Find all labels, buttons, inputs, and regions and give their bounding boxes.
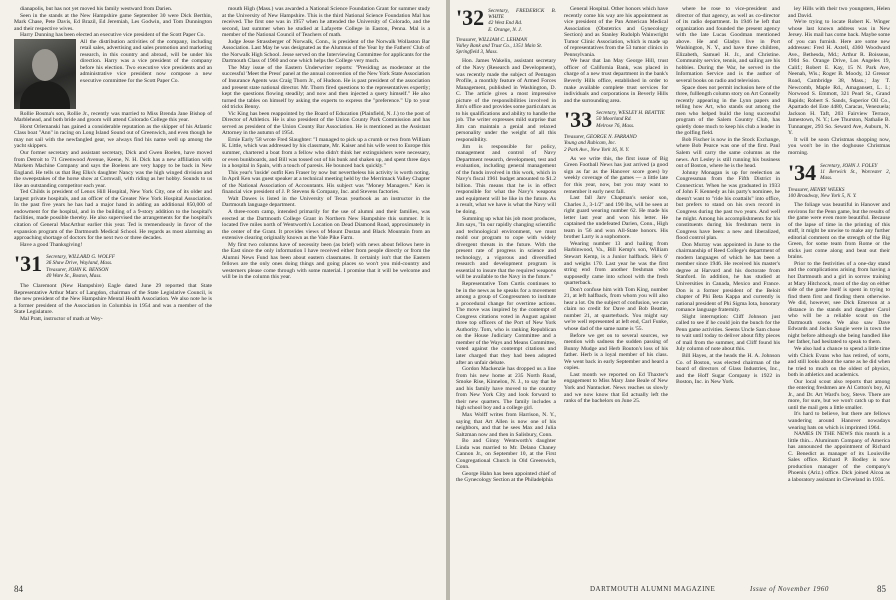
paragraph: Jim is responsible for policy, management and control of Navy Department research, development, test and evaluation, including general management of the funds involved in this work, which in Navy's fiscal 1961 budget amounted to $1.2 billion. This means that he is in effect responsible for what the Navy's weapons and equipment will be like in the future. As a result, what we have is what the Navy will be doing. <box>456 143 556 215</box>
paragraph: Summing up what his job most produces, Jim says, "In our rapidly changing scientific and technological environment, we must mold our program to cope with widely divergent threats in the future. With the present rate of progress in science and technology, a vigorous and diversified research and development program is essential to insure that the required weapons will be available to the Navy in the future." <box>456 215 556 281</box>
class-year: '33 <box>564 107 593 133</box>
class-address: Melrose 76, Mass. <box>596 122 635 129</box>
paragraph: Bo and Ginny Wentworth's daughter Linda was married to Mr. Delano Chaney Cannon Jr., on September 10, at the First Congregational Church in Old Greenwich, Conn. <box>456 438 556 471</box>
class-year: '34 <box>788 159 817 185</box>
class-address: 50 Moorland Rd. <box>596 116 632 123</box>
page-number: 85 <box>877 584 886 594</box>
paragraph: Walt Dawes is listed in the University of Texas yearbook as an instructor in the Dartmouth language department. <box>222 195 430 209</box>
paragraph: mouth High (Mass.) was awarded a National Science Foundation Grant for summer study at the University of New Hampshire. This is the third National Science Foundation Mal has received. The first one was in 1957 when he attended the University of Colorado, and the second, last summer when he studied at Lafayette College in Easton, Penna. Mal is a member of the National Council of Teachers of math. <box>222 6 430 39</box>
left-page-column-2 <box>222 6 430 281</box>
right-page-column-2 <box>564 6 668 405</box>
paragraph: General Hospital. Other honors which have recently come his way are his appointment as vice president of the Pan American Medical Association (Obstetrics and Gynecology Section) and as Stanley Rudolph Wainwright Tumor Clinic Association, which is made up of representatives from the 53 tumor clinics in Pennsylvania. <box>564 6 668 58</box>
paragraph: We're trying to locate Robert K. Winger whose last known address was in New Jersey. His mail has come back. Maybe some of you can furnish. Here are some new addresses: Fred H. Axtell, 4360 Woodward Ave., Bethesda, Md.; Arthur R. Boisseau, 1904 So. Orange Drive, Los Angeles 19, Calif.; Robert E. Kay, 15 N. Park Ave, Neenah, Wis.; Roger B. Moody, 12 Gressor Road, Cambridge 38, Mass.; Jay T. Newcomb, Maple Rd., Amagansett, L. I.; Norwood S. Emmott, 321 Pearl St., Grand Rapids; Robert S. Sands, Superior Oil Co., Apartado del Este 4480, Caracas, Venezuela; Jackson H. Taft, 203 Fairview Terrace, Jamestown, N. Y.; Lee Thurston, Nathalie B. Tunnanger, 293 So. Seward Ave, Auburn, N. Y. <box>788 19 890 137</box>
paragraph: Our former secretary and assistant secretary, Dick and Gwen Boelen, have moved from Detroit to 71 Greenwood Avenue, Keene, N. H. Dick has a new affiliation with Markem Machine Company and says the Boelens are very happy to be back in New England. He tells us that Reg Elks's daughter Nancy was the high winged division and the sweepstakes of the horse show at Cornwall, with riding as her hobby. Sounds to us like an outstanding competitor each year. <box>14 150 212 189</box>
portrait-photo <box>14 39 76 109</box>
class-year: '31 <box>14 251 43 277</box>
class-address: 36 Shaw Drive, Wayland, Mass. <box>46 260 113 267</box>
class-heading-31 <box>14 251 212 279</box>
paragraph: Last month we reported on Ed Thaxter's engagement to Miss Mary Jane Beale of New York and Nantucket. News reaches us slowly and we now know that Ed actually left the ranks of the bachelors on June 25. <box>564 371 668 405</box>
class-address: 100 Broadway, New York 5, N. Y. <box>788 192 857 199</box>
paragraph: All the distribution activities of the company, including retail sales, advertising and sales promotion and marketing research, in this country and abroad, will be under his direction. Harry was a vice president of the company before his election. Two executive vice presidents and an administrative vice president now compose a new executive committee for the Scott Paper Co. <box>80 38 212 85</box>
paragraph: Vic King has been reappointed by the Board of Education (Plainfield, N. J.) to the post of Director of Athletics. He is also president of the Union County Park Commission and has served as president of the Union County Bar Association. He is mentioned as the Assistant Attorney in the autumn of 1954. <box>222 110 430 137</box>
class-address: 42 West End Rd. <box>488 20 523 27</box>
paragraph: Space does not permit inclusion here of the three, fulllength column story on Art Connelly recently appearing in the Lynn papers and telling how Art, who stands out among the men who helped build the long successful program of the Salem Country Club, has quietly done much to keep his club a leader in the golfing field. <box>676 84 780 137</box>
page-number: 84 <box>14 584 23 594</box>
class-address: 2 Park Ave., New York 16, N. Y. <box>564 146 630 153</box>
class-treasurer: Treasurer, GEORGE N. FARRAND <box>564 134 637 141</box>
paragraph: Last fall Jarv Chapman's senior son, Charles J., 3-1/2" and 190 lbs, will be seen at right guard wearing number 62. He made his letter last year and won his letter. He captained the undefeated Darien, Conn., High team in '56 and won All-State honors. His brother Larry is a sophomore. <box>564 195 668 241</box>
paragraph: Mal Pratt, instructor of math at Wey- <box>20 315 103 322</box>
class-heading-33 <box>564 107 668 133</box>
paragraph: Horst Orlemanski has gained a considerable reputation as the skipper of his Atlantic Class boat "Ann" in racing on Long Island Sound out of Greenwich, and even though he may not sail with the newfangled gear, we always find his name well up among the yacht skippers. <box>14 123 212 150</box>
paragraph: Harry Dunning has been elected an executive vice president of the Scott Paper Co. <box>20 32 205 39</box>
paragraph: The May issue of the Eastern Underwriter reports: "Presiding as moderator at the successful 'Meet the Press' panel at the annual convention of the New York State Association of Insurance Agents was Craig Thorn Jr., of Hudson. He is past president of the association and present state national director. Mr. Thorn fired questions to the representatives expertly; kept the questions flowing steadily; and now and then injected a query himself." He also turned the tables on himself by asking the experts to express the "preference." Up to your old tricks Benny. <box>222 64 430 111</box>
class-year: '32 <box>456 5 485 30</box>
paragraph: It's hard to believe, but there are fellows wandering around Hanover nowadays wearing hats on which is imprinted 1964. <box>788 411 890 431</box>
running-footer-title: DARTMOUTH ALUMNI MAGAZINE <box>590 585 716 593</box>
left-page <box>0 0 446 600</box>
class-address: 40 Ware St., Boston, Mass. <box>46 272 102 279</box>
paragraph: Johnny Monagan is up for reelection as Congressman from the Fifth District in Connecticut. When he was graduated in 1933 of John F. Kennedy as his party's nominee, he doesn't want to "ride his coattails" into office, but prefers to stand on his own record in Congress during the past two years. And well he might. Among his accomplishments for his constituents during his freshman term in Congress have been: a new and liberalized, flood control plan. <box>676 169 780 242</box>
paragraph: Prior to the festivities of a one-day stand and the complications arising from having a hot Dartmouth and a girl in sorrow training at Mary Hitchcock, most of the day on either side of the game itself is spent in trying to find them first and finding them otherwise. We did, however, see Dick Emerson at a distance in the stands and daughter Carol who will be a reliable scout on the Dartmouth scene. We also saw Dave Edwards and Jocko Saugie were in town the night before although she being handled like her father, had hesitated to speak to them. <box>788 260 890 346</box>
paragraph: Don Murray was appointed in June to the chairmanship of Reed College's department of modern languages of which he has been a member since 1946. He received his master's degree at Harvard and his doctorate from Stanford. In addition, he has studied at Universities in Canada, Mexico and France. Don is a former president of the Beloit chapter of Phi Beta Kappa and currently is national president of Phi Sigma Iota, honorary romance language fraternity. <box>676 241 780 314</box>
class-secretary: Secretary, FREDERICK B. WHITE <box>488 8 556 21</box>
class-secretary: Secretary, WESLEY H. BEATTIE <box>596 110 665 117</box>
right-page-column-3 <box>676 6 780 386</box>
paragraph: Ted Childs is president of Lenox Hill Hospital, New York City, one of its older and largest private hospitals, and an officer of the Greater New York Hospital Association. In the past five years he has had a major hand in adding an additional 850,000 of endowment for the hospital, and in the building of a 9-story addition to the hospital's facilities, made possible thereby. He also supervised the arrangements for the hospital's citation of General MacArthur earlier this year. Ted is tremendously in favor of the expansion program of the Dartmouth Medical School. He regards as most alarming an approaching shortage of doctors for the next two or three decades. <box>14 189 212 242</box>
paragraph: Wearing number 13 and hailing from Harbinwood, Va., Bill Kemp's son, William Stewart Kemp, is a Junior halfback. He's 6' and weighs 170. Last year he was the first string end from another freshman who supposedly came into school with the fresh quarterback. <box>564 240 668 287</box>
right-page-column-1 <box>456 6 556 484</box>
class-address: Springfield 3, Mass. <box>456 49 498 56</box>
paragraph: where he rose to vice-president and director of that agency, as well as co-director of its radio department. In 1946 he left that organization and founded the present agency with the late Lucas Goodman mentioned above. He and Gladys live in Port Washington, N. Y., and have three children, Elizabeth, Samuel H. Jr., and Christine. Community service, tennis, and sailing are his hobbies. During the War, he served in the Information Service and is the author of several books on radio and television. <box>676 6 780 85</box>
class-address: E. Orange, N. J. <box>488 26 522 33</box>
paragraph: Bill Hayes, at the heads the H. A. Johnson Co. of Boston, was elected chairman of the board of directors of Glass Industries, Inc., and the Hoff Sugar Company is 1922 in Boston, Inc. in New York. <box>676 352 780 386</box>
class-treasurer: Treasurer, JOHN K. BENSON <box>46 266 109 273</box>
paragraph: Gordon Mackenzie has dropped us a line from his new home at 235 North Road, Smoke Rise, Kinnelon, N. J., to say that he and his family have moved to the country from New York City and look forward to their new quarters. The family includes a high school boy and a college girl. <box>456 366 556 412</box>
paragraph: The foliage was beautiful in Hanover and environs for the Penn game, but the results of the game were even more beautiful. Because of the lapse of time in the printing of this stuff, it might be unwise to make any further editorial comment on the strength of the Big Green, for some team from Rome or the sticks just come along and beat out their brains. <box>788 201 890 261</box>
class-secretary: Secretary, WILLARD G. WOLFF <box>46 254 115 261</box>
class-heading-32 <box>456 5 556 33</box>
paragraph: Have a good Thanksgiving! <box>20 241 83 248</box>
class-heading-34 <box>788 159 890 185</box>
paragraph: We also had a chance to spend a little time with Chick Evans who has retired, of sorts, and still looks about the same as he did when he tried to much on the oldest of physics, both in athletics and academics. <box>788 346 890 379</box>
paragraph: My first two columns have of necessity been (as brief) with news about fellows here in the East since the only information I have received either from people directly or from the Alumni News Fund has been about eastern classmates. It certainly isn't that the Eastern fellows are the only ones doing things and going places so won't you mid-country and westerners please come through with some material. I promise that it will be welcome and will be in the column this year. <box>222 241 430 281</box>
right-page <box>450 0 896 600</box>
paragraph: Bob Fischer is now in the Stock Exchange, where Bob Pearce was one of the first. Paul Salem will carry the same columns as the news. Art Lesley is still running his business out of Boston, where he is the head. <box>676 136 780 170</box>
paragraph: Rollie Bosma's son, Rollie Jr., recently was married to Miss Brenda Jane Bishop of Marblehead, and both bride and groom will attend Colorado College this year. <box>14 110 212 124</box>
paragraph: Ernie Early '58 wrote Fred Slaughter: "I managed to pick up a crumb or two from William K. Little, which was addressed by his classmate, Mr. Kaiser and his wife went to Europe this summer, chartered a boat from a fellow who didn't think her extinguishers were necessary, or even bunkboards, and Bill was tossed out of his bunk and shaken up, and spent three days in a hospital in Spain, with a touch of paresis. He bounced back quickly." <box>222 136 430 170</box>
paragraph: Don't confuse him with Tom King, number 21, at left halfback, from whom you will also hear a lot. On the subject of confusion, we can claim no credit for Dave and Bob Beattie, number 21, at quarterback. You might say we're well represented at left end, Carl Funke, whose dad of the same name is '55. <box>564 286 668 333</box>
class-address: Valley Bank and Trust Co., 1351 Main St. <box>456 43 543 50</box>
paragraph: Max Wolff writes from Harrison, N. Y., saying that Art Allen is now one of his neighbors, and that he sees Max and Julia Saltzman now and then in Salisbury, Conn. <box>456 411 556 438</box>
paragraph: dianapolis, but has not yet moved his family westward from Darien. <box>20 6 173 12</box>
paragraph: This year's 'inside' outfit Ken Fraser by now but nevertheless his activity is worth noting. In April Ken was guest speaker at a technical meeting held by the Merrimack Valley Chapter of the National Association of Accountants. His subject was "Money Managers." Ken is financial vice president of J. P. Stevens & Company, Inc. and Stevens factories. <box>222 169 430 196</box>
paragraph: The Claremont (New Hampshire) Eagle dated June 29 reported that State Representative Arthur Marx of Langdon, chairman of the State Legislative Council, is the new president of the New Hampshire Mental Health Association. We also note he is a former president of the Association in Columbia in 1954 and was a member of the State Legislature. <box>14 283 212 316</box>
paragraph: Before we get on to several sources, we mention with sadness the sudden passing of Bunny Mudge and Herb Bouton's loss of his father. Herb is a loyal member of his class. We went back in early September and heard a copies. <box>564 332 668 372</box>
paragraph: Judge Jesse Strassberger of Norwalk, Conn., is president of the Norwalk Wollaston Bar Association. Last May he was designated as the Alumnus of the Year by the Fathers' Club of the Norwalk High School. Jesse served on the Interviewing Committee for applicants for the Dartmouth Class of 1960 and one which helps the College very much. <box>222 38 430 65</box>
paragraph: Slight interruption: Cliff Johnson just called to see if he could join the bunch for the Penn game activities. Seems Uncle Sam chose to wait until today to deliver about fifty pieces of mail from the summer, and Cliff found his July column of note about this. <box>676 313 780 353</box>
class-address: Young and Rubicam, Inc. <box>564 140 617 147</box>
paragraph: It will be soon Christmas shopping now, you won't be in the doghouse Christmas morning. <box>788 136 890 157</box>
paragraph: Our local scout also reports that among the entering freshmen are Al Cotton's boy, Al Jr., and Dr. Art Ward's boy, Steve. There are more, for sure, but we won't catch up to that until the mail gets a little smaller. <box>788 378 890 411</box>
paragraph: Hon. James Wakelin, assistant secretary of the Navy (Research and Development), was recently made the subject of Pentagon Profile, a monthly feature of Armed Forces Management, published in Washington, D. C. The article gives a most impressive picture of the responsibilities involved in Jim's office and provides some particulars as to his qualifications and ability to handle the job. The writer expresses mild surprise that Jim can maintain a genial and relaxed personality under the weight of all this responsibility. <box>456 58 557 143</box>
class-secretary: Secretary, JOHN J. FOLEY <box>820 162 878 169</box>
class-treasurer: Treasurer, WILLIAM C. LEHMAN <box>456 36 528 43</box>
paragraph: ley Hills with their two youngsters, Helen and David. <box>788 6 890 19</box>
paragraph: We hear that Ian May George Hill, trust officer of California Bank, was placed in charge of a new trust department in the bank's Beverly Hills office, established in order to make available complete trust services for individuals and corporations in Beverly Hills and the surrounding area. <box>564 58 668 104</box>
paragraph: As we write this, the first issue of Big Green Football News has just arrived (a good sign as far as the Hanover score goes) by weekly coverage of the games — a little late for this year, now, but you may want to remember it early next fall. <box>564 155 668 195</box>
class-address: 11 Berwick St., Worcester 2, Mass. <box>820 168 890 181</box>
right-page-column-4 <box>788 6 890 484</box>
paragraph: NAMES IN THE NEWS this month is a little thin... Aluminum Company of America has announced the appointment of Richard C. Benedict as manager of its Louisville Sales office. Richard P. Bodley is now production manager of the company's Phoenix (Ariz.) office. Dick joined Alcoa as a laboratory assistant in Cleveland in 1935. <box>788 431 890 483</box>
issue-date: Issue of November 1960 <box>750 585 829 593</box>
left-page-column-1 <box>14 6 212 322</box>
paragraph: Seen in the stands at the New Hampshire game September 30 were Dick Berthin, Mark Chase, Pete Davis, Ed Brazil, Ed Jeremiah, Les Godwin, and Tom Dunnington and their respective wives. <box>14 12 212 32</box>
paragraph: A three-room camp, intended primarily for the use of alumni and their families, was erected at the Dartmouth College Grant in Northern New Hampshire this summer. It is located five miles north of Wentworth's Location on Dead Diamond Road, approximately in the center of the Grant. It provides views of Mount Dustan and Black Mountain from an extensive clearing originally known as the Vale Pike Farm. <box>222 208 430 242</box>
paragraph: George Hahn has been appointed chief of the Gynecology Section at the Philadelphia <box>456 470 556 484</box>
class-treasurer: Treasurer, HENRY WEEKS <box>788 186 845 193</box>
paragraph: Representative Tom Curtis continues to be in the news as he speaks for a movement among a group of Congressmen to institute a procedural change for overtime actions. The move was inspired by the contempt of Congress citations voted in August against three top officers of the Port of New York Authority. Tom, who is ranking Republican on the House Judiciary Committee and a member of the Ways and Means Committee, voted against the contempt citations and later charged that they had been adopted after an unfair debate. <box>456 281 556 366</box>
